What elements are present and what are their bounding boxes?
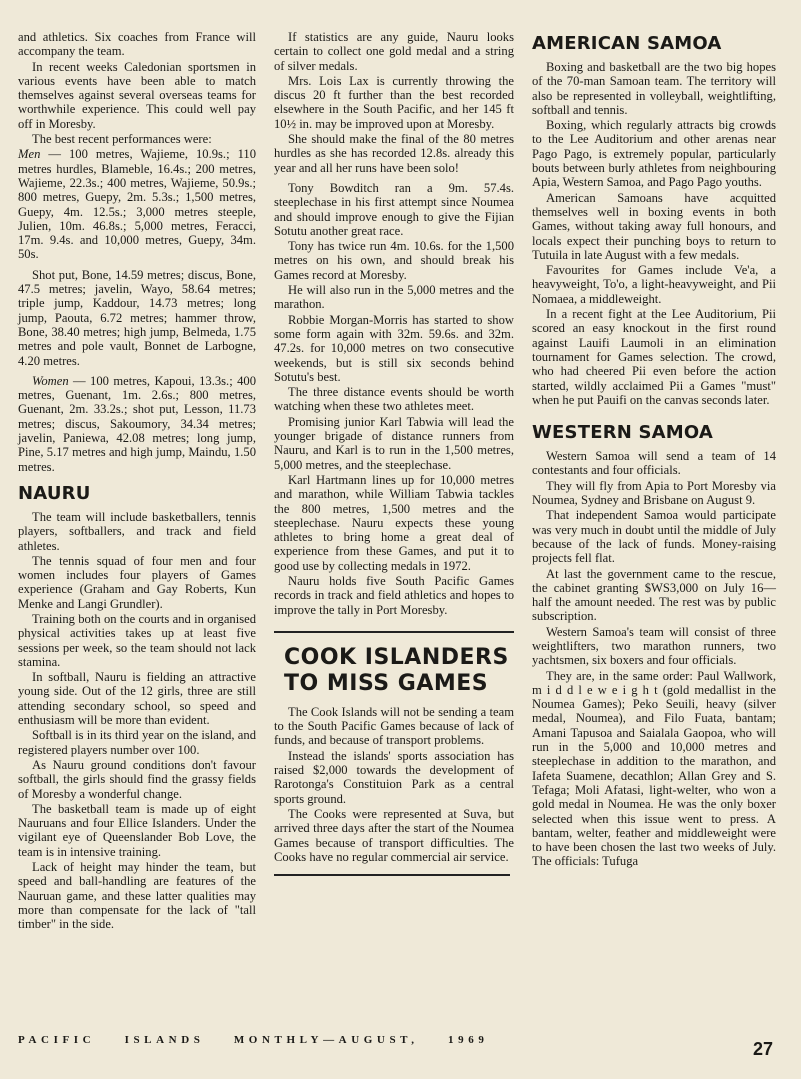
paragraph: American Samoans have acquitted themselves well in boxing events in both Games, without taking away full honours, and locals expect their punching boys to return to Tutuila in late August with a few medals. [532, 190, 776, 262]
divider-rule [274, 631, 514, 633]
paragraph: Softball is in its third year on the island, and registered players number over 100. [18, 728, 256, 757]
paragraph: The three distance events should be worth watching when these two athletes meet. [274, 385, 514, 414]
men-results-text: — 100 metres, Wajieme, 10.9s.; 110 metres hurdles, Blameble, 16.4s.; 200 metres, Wajieme, 22.3s.; 400 metres, Wajieme, 50.9s.; 800 metres, Guepy, 2m. 5.3s.; 1,500 metres, Guepy, 4m. 12.5s.; 3,000 metres steeple, Julien, 10m. 46.8s.; 5,000 metres, Feracci, 17m. 9.4s. and 10,000 metres, Guepy, 34m. 50s. [18, 147, 256, 262]
men-label: Men [18, 147, 41, 162]
paragraph: Robbie Morgan-Morris has started to show some form again with 32m. 59.6s. and 32m. 47.2s. for 10,000 metres on two consecutive weekends, but is still six seconds behind Sotutu's best. [274, 312, 514, 384]
paragraph: Promising junior Karl Tabwia will lead the younger brigade of distance runners from Nauru, and Karl is to run in the 1,500 metres, 5,000 metres, and the steeplechase. [274, 414, 514, 472]
paragraph: The tennis squad of four men and four women includes four players of Games experience (Graham and Gay Roberts, Kun Menke and Langi Grundler). [18, 553, 256, 611]
publication-footer [18, 1034, 488, 1046]
paragraph: Tony Bowditch ran a 9m. 57.4s. steeplechase in his first attempt since Noumea and should improve enough to give the Fijian Sotutu another great race. [274, 180, 514, 238]
paragraph: Favourites for Games include Ve'a, a heavyweight, To'o, a light-heavyweight, and Pii Nomaea, a middleweight. [532, 263, 776, 306]
paragraph: The team will include basketballers, tennis players, softballers, and track and field athletes. [18, 509, 256, 553]
women-label: Women [32, 373, 69, 388]
paragraph: At last the government came to the rescue, the cabinet granting $WS3,000 on July 16—half the amount needed. The rest was by public subscription. [532, 566, 776, 624]
paragraph: Boxing, which regularly attracts big crowds to the Lee Auditorium and other arenas near Pago Pago, is extremely popular, particularly bouts between burly athletes from neighbouring Apia, Western Samoa, and Pago Pago youths. [532, 118, 776, 190]
paragraph: He will also run in the 5,000 metres and the marathon. [274, 283, 514, 312]
women-results-text: — 100 metres, Kapoui, 13.3s.; 400 metres, Guenant, 1m. 2.6s.; 800 metres, Guenant, 2m. 33.2s.; shot put, Lesson, 11.73 metres; discus, Sakoumory, 34.34 metres; javelin, Paniewa, 42.08 metres; long jump, Pine, 5.17 metres and high jump, Maindu, 1.50 metres. [18, 373, 256, 474]
paragraph: Western Samoa's team will consist of three weightlifters, two marathon runners, two yachtsmen, six boxers and four officials. [532, 624, 776, 668]
title-line: TO MISS GAMES [284, 670, 489, 696]
paragraph: and athletics. Six coaches from France will accompany the team. [18, 30, 256, 59]
column-left [18, 30, 256, 933]
paragraph: Training both on the courts and in organised physical activities takes up at least five sessions per week, so the team should not lack stamina. [18, 611, 256, 669]
paragraph: If statistics are any guide, Nauru looks certain to collect one gold medal and a string of silver medals. [274, 30, 514, 73]
paragraph: Boxing and basketball are the two big hopes of the 70-man Samoan team. The territory will also be represented in volleyball, weightlifting, softball and tennis. [532, 60, 776, 117]
column-middle [274, 30, 514, 876]
footer-word: PACIFIC [18, 1034, 96, 1046]
paragraph: Lack of height may hinder the team, but speed and ball-handling are features of the Nauruan game, and these latter qualities may more than compensate for the lack of "tall timber" in the side. [18, 860, 256, 932]
paragraph: Mrs. Lois Lax is currently throwing the discus 20 ft further than the best recorded elsewhere in the South Pacific, and her 145 ft 10½ in. may be improved upon at Moresby. [274, 73, 514, 131]
paragraph: In recent weeks Caledonian sportsmen in various events have been able to match themselves against several overseas teams for worthwhile experience. This could well pay off in Moresby. [18, 59, 256, 131]
section-heading-american-samoa: AMERICAN SAMOA [532, 33, 722, 54]
footer-year: 1969 [448, 1034, 489, 1046]
paragraph: The basketball team is made up of eight Nauruans and four Ellice Islanders. Under the vigilant eye of Queenslander Bob Love, the team is in intensive training. [18, 801, 256, 859]
footer-word: MONTHLY—AUGUST, [233, 1034, 419, 1046]
paragraph: In a recent fight at the Lee Auditorium, Pii scored an easy knockout in the first round against Lauifi Laumoli in an elimination tournament for Games selection. The crowd, who had cheered Pii even before the action started, wildly acclaimed Pii a Games "must" when he put Pauifi on the canvas seconds later. [532, 307, 776, 407]
title-line: COOK ISLANDERS [284, 644, 509, 670]
paragraph: They will fly from Apia to Port Moresby via Noumea, Sydney and Brisbane on August 9. [532, 478, 776, 508]
paragraph: As Nauru ground conditions don't favour softball, the girls should find the grassy fields of Moresby a wonderful change. [18, 757, 256, 801]
paragraph: Western Samoa will send a team of 14 contestants and four officials. [532, 449, 776, 478]
men-results [18, 147, 256, 261]
column-right [532, 30, 776, 870]
paragraph: Instead the islands' sports association has raised $2,000 towards the development of Rarotonga's Constituion Park as a central sports ground. [274, 748, 514, 806]
paragraph: Shot put, Bone, 14.59 metres; discus, Bone, 47.5 metres; javelin, Wayo, 58.64 metres; triple jump, Kaddour, 14.73 metres; long jump, Paouta, 6.72 metres; hammer throw, Bone, 38.40 metres; high jump, Belmeda, 1.75 metres and pole vault, Bonnet de Larbogne, 4.20 metres. [18, 267, 256, 368]
section-heading-western-samoa: WESTERN SAMOA [532, 422, 714, 444]
footer-word: ISLANDS [124, 1034, 205, 1046]
page-number: 27 [752, 1039, 773, 1059]
article-title-cook-islanders [284, 645, 514, 697]
paragraph: The Cooks were represented at Suva, but arrived three days after the start of the Noumea Games because of transport difficulties. The Cooks have no regular commercial air service. [274, 806, 514, 864]
paragraph: She should make the final of the 80 metres hurdles as she has recorded 12.8s. already this year and all her runs have been solo! [274, 132, 514, 175]
divider-rule [274, 874, 510, 876]
paragraph: That independent Samoa would participate was very much in doubt until the middle of July because of the lack of funds. Money-raising projects fell flat. [532, 508, 776, 566]
paragraph: Karl Hartmann lines up for 10,000 metres and marathon, while William Tabwia tackles the 800 metres, 1,500 metres and the steeplechase. Nauru expects these young athletes to bring home a great deal of experience from these Games, and put it to good use by collecting medals in 1972. [274, 472, 514, 573]
paragraph: In softball, Nauru is fielding an attractive young side. Out of the 12 girls, three are still attending secondary school, so speed and enthusiasm will be more than evident. [18, 670, 256, 728]
paragraph: The Cook Islands will not be sending a team to the South Pacific Games because of lack of funds, and because of transport problems. [274, 704, 514, 748]
paragraph: They are, in the same order: Paul Wallwork, m i d d l e w e i g h t (gold medallist in the Noumea Games); Peko Seuili, heavy (silver medal, Noumea), and Filo Fuata, bantam; Amani Tapusoa and Saialala Gaopoa, who will run in the 5,000 and 10,000 metres and steeplechase in addition to the marathon, and Iafeta Suamene, decathlon; Allan Grey and S. Tefaga; Moli Afatasi, light-welter, who won a gold medal in Noumea. He was the only boxer selected when this issue went to press. A bantam, welter, feather and middleweight were to have been chosen the last two weeks of July. The officials: Tufuga [532, 668, 776, 869]
paragraph: Tony has twice run 4m. 10.6s. for the 1,500 metres on his own, and should break his Games record at Moresby. [274, 239, 514, 282]
paragraph: The best recent performances were: [32, 132, 212, 147]
section-heading-nauru: NAURU [18, 482, 91, 504]
paragraph: Nauru holds five South Pacific Games records in track and field athletics and hopes to improve the tally in Port Moresby. [274, 573, 514, 617]
women-results [18, 374, 256, 474]
